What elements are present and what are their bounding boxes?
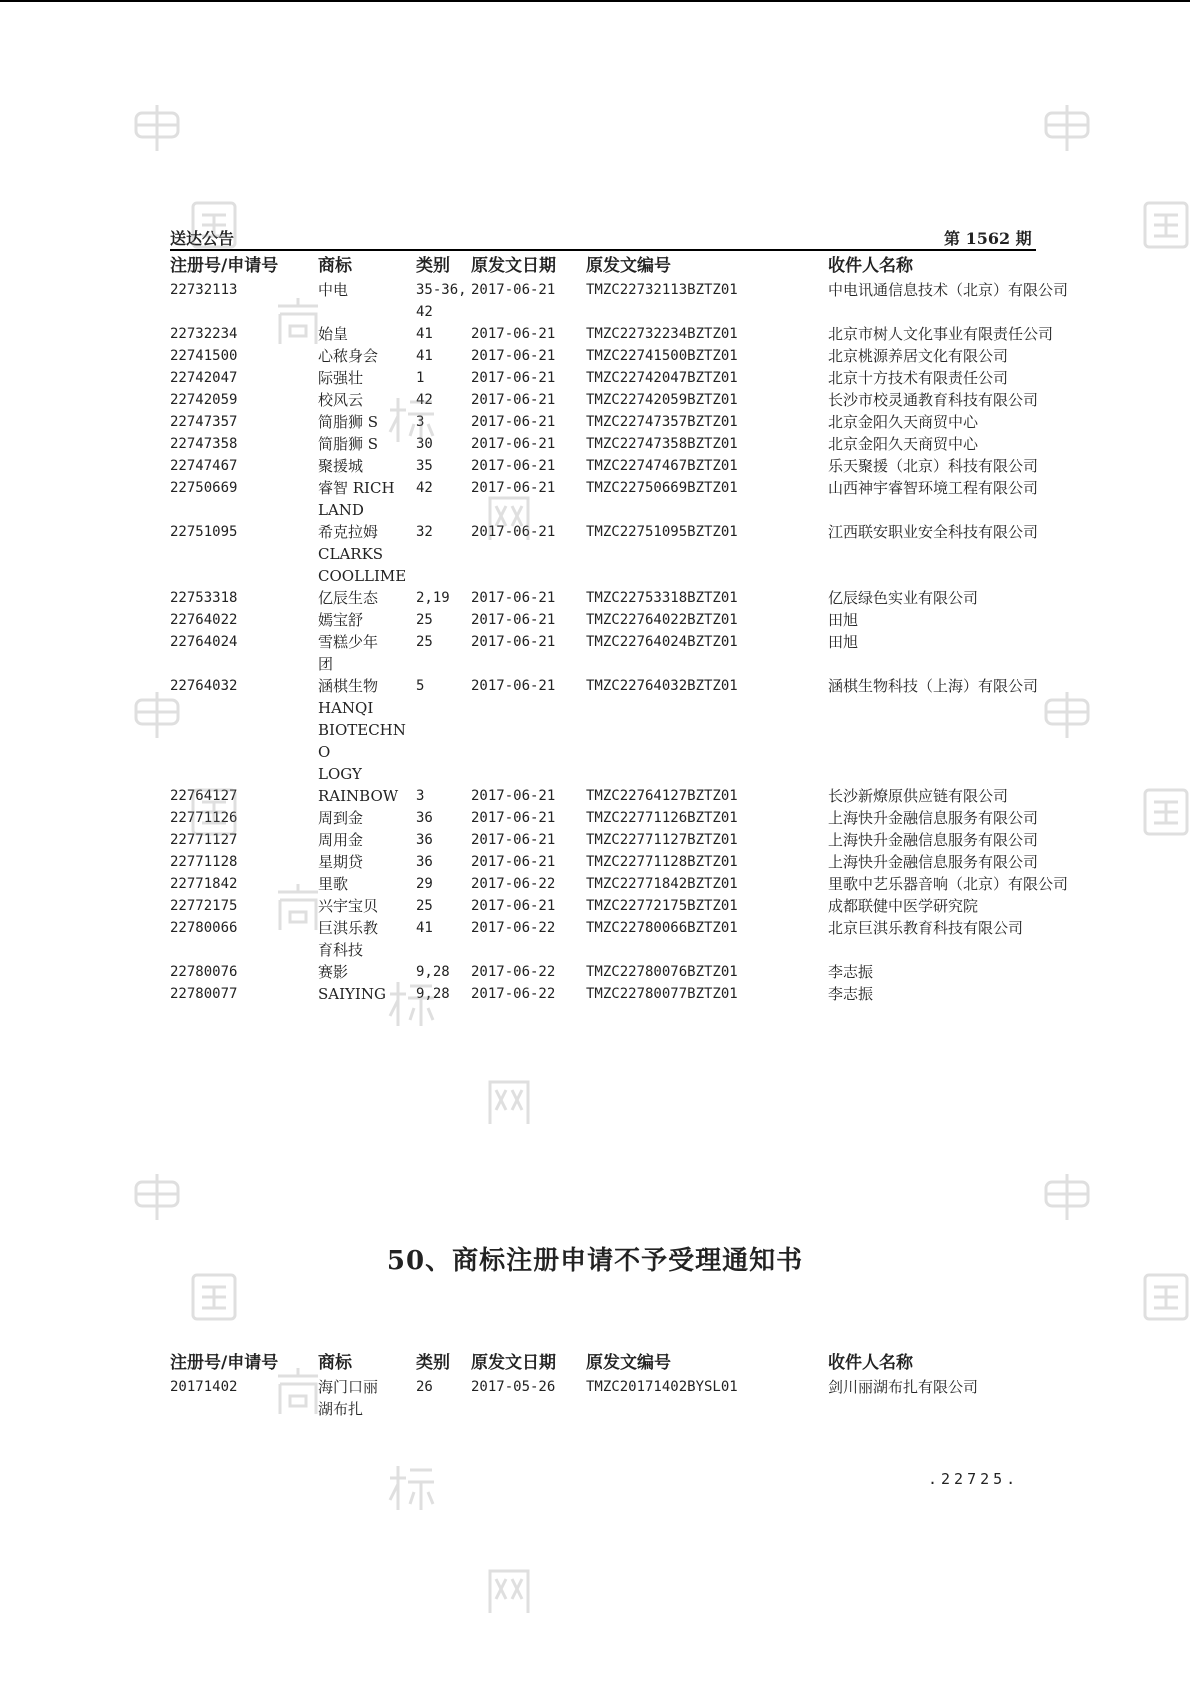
issue-date: 2017-06-21 — [471, 282, 556, 298]
trademark-line: 周用金 — [318, 831, 364, 849]
trademark-name — [318, 587, 416, 609]
watermark-biao-icon — [386, 1462, 438, 1518]
class-line: 9,28 — [416, 964, 450, 980]
class-number — [416, 279, 471, 323]
reg-number: 22732234 — [170, 326, 238, 342]
class-number — [416, 829, 471, 851]
reg-number: 22764127 — [170, 788, 238, 804]
trademark-name — [318, 521, 416, 587]
issue-date: 2017-05-26 — [471, 1379, 556, 1395]
class-number — [416, 1376, 471, 1420]
table-row — [170, 587, 1075, 609]
trademark-line: CLARKS — [318, 545, 384, 563]
trademark-line: COOLLIME — [318, 567, 407, 585]
watermark-wang-icon — [484, 492, 534, 548]
class-line: 36 — [416, 832, 433, 848]
document-number: TMZC22764127BZTZ01 — [586, 788, 738, 804]
reg-number: 22772175 — [170, 898, 238, 914]
issue-date: 2017-06-21 — [471, 370, 556, 386]
document-number: TMZC22764032BZTZ01 — [586, 678, 738, 694]
trademark-name — [318, 609, 416, 631]
class-line: 36 — [416, 854, 433, 870]
recipient-name: 涵棋生物科技（上海）有限公司 — [828, 677, 1039, 695]
trademark-name — [318, 873, 416, 895]
trademark-line: 里歌 — [318, 875, 349, 893]
col-header-class: 类别 — [416, 1353, 450, 1373]
class-number — [416, 873, 471, 895]
document-number: TMZC22771842BZTZ01 — [586, 876, 738, 892]
table-row — [170, 961, 1075, 983]
recipient-name: 李志振 — [828, 963, 874, 981]
document-number: TMZC20171402BYSL01 — [586, 1379, 738, 1395]
class-line: 3 — [416, 414, 425, 430]
class-number — [416, 455, 471, 477]
issue-date: 2017-06-21 — [471, 392, 556, 408]
document-number: TMZC22764024BZTZ01 — [586, 634, 738, 650]
class-number — [416, 367, 471, 389]
class-line: 30 — [416, 436, 433, 452]
trademark-name — [318, 1376, 416, 1420]
trademark-line: SAIYING — [318, 985, 386, 1003]
watermark-guo-icon — [1142, 787, 1190, 841]
trademark-name — [318, 477, 416, 521]
issue-date: 2017-06-21 — [471, 788, 556, 804]
recipient-name: 里歌中艺乐器音响（北京）有限公司 — [828, 875, 1069, 893]
table-row — [170, 433, 1075, 455]
reg-number: 22741500 — [170, 348, 238, 364]
reg-number: 22780066 — [170, 920, 238, 936]
document-number: TMZC22747467BZTZ01 — [586, 458, 738, 474]
trademark-line: LAND — [318, 501, 364, 519]
trademark-line: 雪糕少年 — [318, 633, 379, 651]
class-line: 1 — [416, 370, 425, 386]
watermark-zhong-icon — [1042, 103, 1092, 157]
issue-date: 2017-06-21 — [471, 458, 556, 474]
header-rule — [170, 249, 1036, 251]
table-row — [170, 829, 1075, 851]
class-number — [416, 851, 471, 873]
class-line: 35 — [416, 458, 433, 474]
class-line: 32 — [416, 524, 433, 540]
reg-number: 22747467 — [170, 458, 238, 474]
watermark-zhong-icon — [132, 103, 182, 157]
trademark-line: 团 — [318, 655, 334, 673]
class-number — [416, 345, 471, 367]
trademark-line: 心秾身会 — [318, 347, 379, 365]
document-number: TMZC22751095BZTZ01 — [586, 524, 738, 540]
class-number — [416, 477, 471, 521]
class-number — [416, 521, 471, 587]
trademark-name — [318, 631, 416, 675]
issue-date: 2017-06-21 — [471, 348, 556, 364]
watermark-guo-icon — [190, 787, 238, 841]
recipient-name: 北京巨淇乐教育科技有限公司 — [828, 919, 1024, 937]
recipient-name: 乐天聚援（北京）科技有限公司 — [828, 457, 1039, 475]
document-number: TMZC22780066BZTZ01 — [586, 920, 738, 936]
recipient-name: 中电讯通信息技术（北京）有限公司 — [828, 281, 1069, 299]
document-number: TMZC22771126BZTZ01 — [586, 810, 738, 826]
trademark-name — [318, 279, 416, 323]
trademark-line: 兴宇宝贝 — [318, 897, 379, 915]
reg-number: 22753318 — [170, 590, 238, 606]
section-title: 50、商标注册申请不予受理通知书 — [386, 1246, 804, 1276]
document-number: TMZC22732113BZTZ01 — [586, 282, 738, 298]
class-line: 25 — [416, 612, 433, 628]
issue-date: 2017-06-21 — [471, 436, 556, 452]
trademark-name — [318, 917, 416, 961]
issue-date: 2017-06-21 — [471, 414, 556, 430]
watermark-shang-icon — [272, 882, 324, 938]
reg-number: 22771128 — [170, 854, 238, 870]
table-row — [170, 455, 1075, 477]
table-row — [170, 785, 1075, 807]
recipient-name: 山西神宇睿智环境工程有限公司 — [828, 479, 1039, 497]
class-line: 25 — [416, 634, 433, 650]
class-number — [416, 631, 471, 675]
issue-date: 2017-06-21 — [471, 854, 556, 870]
trademark-line: LOGY — [318, 765, 362, 783]
watermark-guo-icon — [190, 200, 238, 254]
reg-number: 22771127 — [170, 832, 238, 848]
trademark-line: 始皇 — [318, 325, 349, 343]
class-line: 41 — [416, 326, 433, 342]
reg-number: 22780076 — [170, 964, 238, 980]
table-row — [170, 609, 1075, 631]
class-number — [416, 785, 471, 807]
document-number: TMZC22753318BZTZ01 — [586, 590, 738, 606]
class-number — [416, 609, 471, 631]
trademark-line: 巨淇乐教 — [318, 919, 379, 937]
trademark-name — [318, 807, 416, 829]
recipient-name: 成都联健中医学研究院 — [828, 897, 979, 915]
class-line: 5 — [416, 678, 425, 694]
trademark-line: BIOTECHNO — [318, 721, 406, 761]
reg-number: 22742059 — [170, 392, 238, 408]
issue-date: 2017-06-22 — [471, 920, 556, 936]
recipient-name: 剑川丽湖布扎有限公司 — [828, 1378, 979, 1396]
watermark-wang-icon — [484, 1076, 534, 1132]
trademark-name — [318, 323, 416, 345]
issue-date: 2017-06-21 — [471, 898, 556, 914]
document-number: TMZC22747358BZTZ01 — [586, 436, 738, 452]
class-number — [416, 323, 471, 345]
watermark-zhong-icon — [132, 1172, 182, 1226]
trademark-line: 周到金 — [318, 809, 364, 827]
issue-date: 2017-06-21 — [471, 810, 556, 826]
trademark-line: 聚援城 — [318, 457, 364, 475]
document-header-title: 送达公告 — [170, 229, 235, 248]
trademark-line: 简脂狮 S — [318, 435, 379, 453]
reg-number: 22771126 — [170, 810, 238, 826]
class-line: 6,42 — [416, 282, 467, 320]
class-line: 9,28 — [416, 986, 450, 1002]
class-line: 42 — [416, 392, 433, 408]
recipient-name: 长沙市校灵通教育科技有限公司 — [828, 391, 1039, 409]
document-number: TMZC22771127BZTZ01 — [586, 832, 738, 848]
trademark-line: RAINBOW — [318, 787, 399, 805]
trademark-name — [318, 675, 416, 785]
recipient-name: 北京金阳久天商贸中心 — [828, 413, 979, 431]
trademark-line: 亿辰生态 — [318, 589, 379, 607]
reg-number: 22764024 — [170, 634, 238, 650]
table-row — [170, 389, 1075, 411]
class-line: 3 — [416, 788, 425, 804]
trademark-name — [318, 895, 416, 917]
reg-number: 22750669 — [170, 480, 238, 496]
table-row — [170, 521, 1075, 587]
table-row — [170, 983, 1075, 1005]
table-row — [170, 631, 1075, 675]
reg-number: 20171402 — [170, 1379, 238, 1395]
document-number: TMZC22771128BZTZ01 — [586, 854, 738, 870]
table-header-row — [170, 253, 1075, 279]
class-line: 2,19 — [416, 590, 450, 606]
recipient-name: 北京十方技术有限责任公司 — [828, 369, 1009, 387]
reg-number: 22732113 — [170, 282, 238, 298]
table-row — [170, 411, 1075, 433]
recipient-name: 田旭 — [828, 611, 859, 629]
col-header-recipient: 收件人名称 — [828, 1353, 913, 1373]
watermark-zhong-icon — [1042, 690, 1092, 744]
trademark-line: 涵棋生物 — [318, 677, 379, 695]
issue-number: 第 1562 期 — [944, 229, 1032, 248]
watermark-zhong-icon — [1042, 1172, 1092, 1226]
trademark-name — [318, 785, 416, 807]
class-number — [416, 917, 471, 961]
trademark-line: 简脂狮 S — [318, 413, 379, 431]
class-number — [416, 895, 471, 917]
issue-date: 2017-06-21 — [471, 480, 556, 496]
recipient-name: 长沙新燎原供应链有限公司 — [828, 787, 1009, 805]
issue-date: 2017-06-22 — [471, 986, 556, 1002]
table-row — [170, 477, 1075, 521]
issue-date: 2017-06-21 — [471, 678, 556, 694]
document-number: TMZC22747357BZTZ01 — [586, 414, 738, 430]
trademark-line: 际强壮 — [318, 369, 364, 387]
col-header-date: 原发文日期 — [471, 1353, 556, 1373]
watermark-guo-icon — [1142, 1272, 1190, 1326]
col-header-reg: 注册号/申请号 — [170, 256, 279, 276]
watermark-guo-icon — [190, 1272, 238, 1326]
recipient-name: 上海快升金融信息服务有限公司 — [828, 831, 1039, 849]
watermark-zhong-icon — [132, 690, 182, 744]
issue-date: 2017-06-21 — [471, 590, 556, 606]
trademark-line: HANQI — [318, 699, 374, 717]
document-number: TMZC22742059BZTZ01 — [586, 392, 738, 408]
col-header-reg: 注册号/申请号 — [170, 1353, 279, 1373]
recipient-name: 北京金阳久天商贸中心 — [828, 435, 979, 453]
trademark-line: 希克拉姆 — [318, 523, 379, 541]
class-line: 42 — [416, 480, 433, 496]
issue-date: 2017-06-22 — [471, 876, 556, 892]
watermark-shang-icon — [272, 1366, 324, 1422]
issue-date: 2017-06-21 — [471, 326, 556, 342]
recipient-name: 上海快升金融信息服务有限公司 — [828, 853, 1039, 871]
class-line: 26 — [416, 1379, 433, 1395]
issue-date: 2017-06-22 — [471, 964, 556, 980]
col-header-mark: 商标 — [318, 1353, 352, 1373]
trademark-line: 湖布扎 — [318, 1400, 364, 1418]
reg-number: 22751095 — [170, 524, 238, 540]
document-number: TMZC22780077BZTZ01 — [586, 986, 738, 1002]
trademark-name — [318, 455, 416, 477]
class-number — [416, 807, 471, 829]
page-number: .22725. — [928, 1470, 1020, 1488]
watermark-shang-icon — [272, 296, 324, 352]
recipient-name: 亿辰绿色实业有限公司 — [828, 589, 979, 607]
recipient-name: 上海快升金融信息服务有限公司 — [828, 809, 1039, 827]
document-number: TMZC22741500BZTZ01 — [586, 348, 738, 364]
trademark-line: 星期贷 — [318, 853, 364, 871]
class-number — [416, 587, 471, 609]
issue-date: 2017-06-21 — [471, 524, 556, 540]
table-row — [170, 367, 1075, 389]
reg-number: 22742047 — [170, 370, 238, 386]
trademark-line: 赛影 — [318, 963, 349, 981]
col-header-doc: 原发文编号 — [586, 1353, 671, 1373]
trademark-line: 嫣宝舒 — [318, 611, 364, 629]
document-number: TMZC22742047BZTZ01 — [586, 370, 738, 386]
trademark-name — [318, 851, 416, 873]
trademark-name — [318, 345, 416, 367]
document-number: TMZC22750669BZTZ01 — [586, 480, 738, 496]
trademark-line: 校风云 — [318, 391, 364, 409]
table-row — [170, 807, 1075, 829]
recipient-name: 李志振 — [828, 985, 874, 1003]
watermark-biao-icon — [386, 978, 438, 1034]
trademark-name — [318, 367, 416, 389]
reg-number: 22747357 — [170, 414, 238, 430]
col-header-class: 类别 — [416, 256, 450, 276]
col-header-recipient: 收件人名称 — [828, 256, 913, 276]
reg-number: 22780077 — [170, 986, 238, 1002]
col-header-date: 原发文日期 — [471, 256, 556, 276]
class-line: 25 — [416, 898, 433, 914]
recipient-name: 北京桃源养居文化有限公司 — [828, 347, 1009, 365]
watermark-wang-icon — [484, 1565, 534, 1621]
document-number: TMZC22780076BZTZ01 — [586, 964, 738, 980]
trademark-line: 睿智 RICH — [318, 479, 395, 497]
watermark-guo-icon — [1142, 200, 1190, 254]
table-row — [170, 675, 1075, 785]
table-row — [170, 851, 1075, 873]
issue-date: 2017-06-21 — [471, 832, 556, 848]
document-number: TMZC22732234BZTZ01 — [586, 326, 738, 342]
top-border-line — [0, 0, 1190, 2]
col-header-mark: 商标 — [318, 256, 352, 276]
reg-number: 22747358 — [170, 436, 238, 452]
class-line: 41 — [416, 920, 433, 936]
class-line: 41 — [416, 348, 433, 364]
recipient-name: 田旭 — [828, 633, 859, 651]
col-header-doc: 原发文编号 — [586, 256, 671, 276]
class-number — [416, 675, 471, 785]
reg-number: 22764022 — [170, 612, 238, 628]
recipient-name: 江西联安职业安全科技有限公司 — [828, 523, 1039, 541]
document-number: TMZC22772175BZTZ01 — [586, 898, 738, 914]
issue-date: 2017-06-21 — [471, 634, 556, 650]
issue-date: 2017-06-21 — [471, 612, 556, 628]
recipient-name: 北京市树人文化事业有限责任公司 — [828, 325, 1054, 343]
class-line: 29 — [416, 876, 433, 892]
class-line: 35-3 — [416, 282, 450, 298]
trademark-name — [318, 829, 416, 851]
trademark-line: 育科技 — [318, 941, 364, 959]
document-number: TMZC22764022BZTZ01 — [586, 612, 738, 628]
trademark-line: 中电 — [318, 281, 349, 299]
class-line: 36 — [416, 810, 433, 826]
trademark-line: 海门口丽 — [318, 1378, 379, 1396]
reg-number: 22764032 — [170, 678, 238, 694]
reg-number: 22771842 — [170, 876, 238, 892]
watermark-biao-icon — [386, 394, 438, 450]
